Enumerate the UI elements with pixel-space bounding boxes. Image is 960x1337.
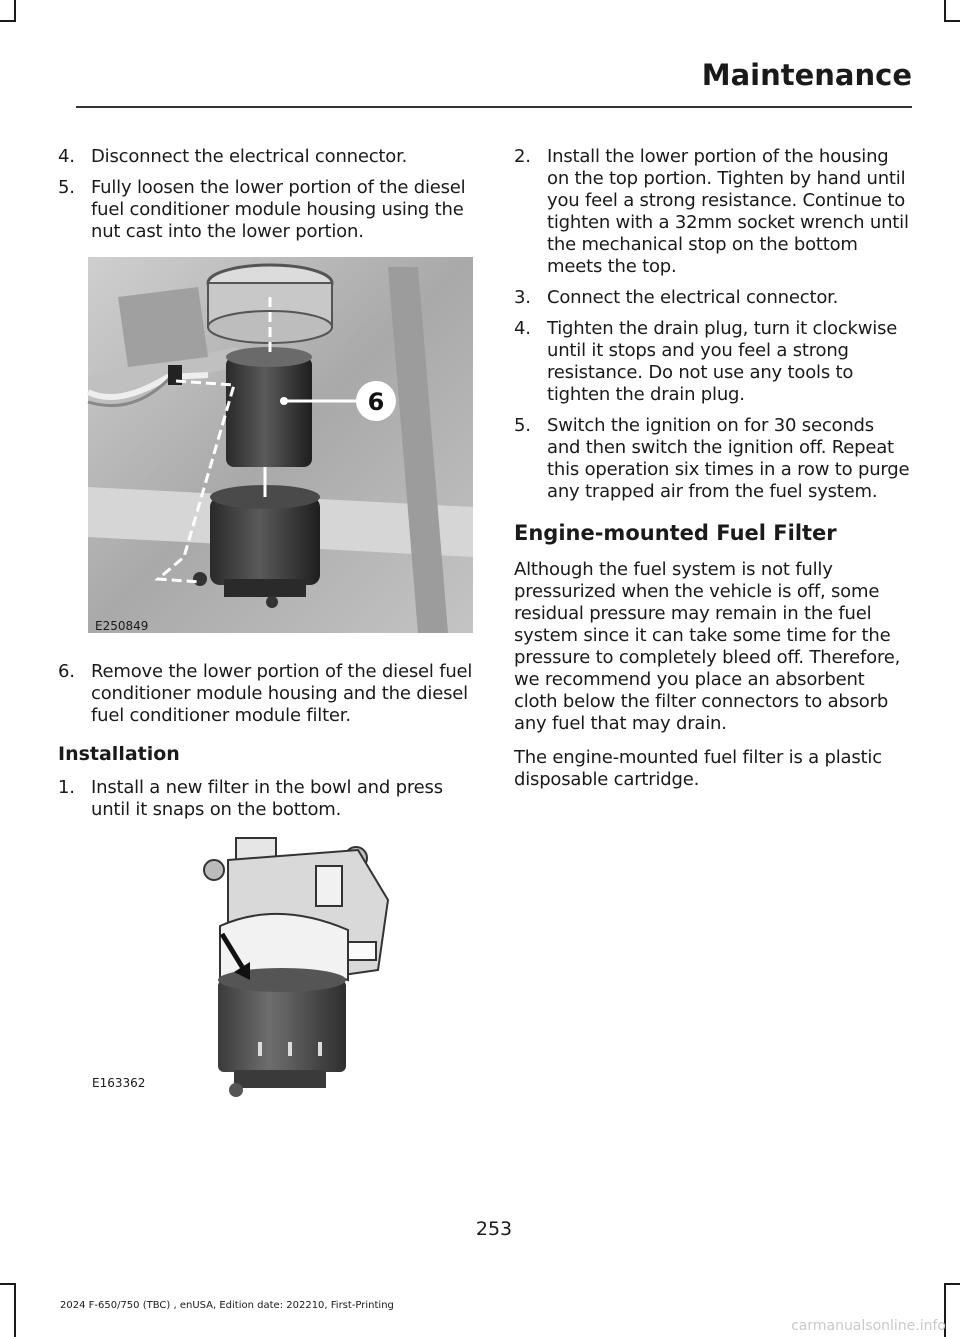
list-item [58, 661, 478, 727]
list-item [514, 415, 912, 503]
step-number: 5. [58, 177, 75, 198]
step-number: 5. [514, 415, 531, 436]
crop-mark [944, 0, 946, 22]
crop-mark [14, 0, 16, 22]
list-item [58, 177, 478, 243]
step-number: 6. [58, 661, 75, 682]
figure-code: E250849 [95, 619, 149, 633]
callout-label: 6 [367, 388, 385, 416]
section-heading-engine-mounted-fuel-filter: Engine-mounted Fuel Filter [514, 521, 837, 545]
page-number: 253 [475, 1218, 513, 1240]
step-number: 4. [58, 146, 75, 167]
step-text: Switch the ignition on for 30 seconds and then switch the ignition off. Repeat this operation six times in a row to purge any trapped air from the fuel system. [547, 415, 910, 502]
crop-mark [944, 20, 960, 22]
crop-mark [944, 1283, 960, 1285]
step-text: Fully loosen the lower portion of the diesel fuel conditioner module housing using the nut cast into the lower portion. [91, 177, 466, 242]
list-item [58, 777, 478, 821]
figure-filter-housing-removal [58, 257, 478, 657]
step-text: Tighten the drain plug, turn it clockwise until it stops and you feel a strong resistance. Do not use any tools to tighten the drain plug. [547, 318, 898, 405]
step-text: Install the lower portion of the housing on the top portion. Tighten by hand until you feel a strong resistance. Continue to tighten with a 32mm socket wrench until the mechanical stop on the bottom meets the top. [547, 146, 909, 277]
step-number: 3. [514, 287, 531, 308]
footer-edition-info: 2024 F-650/750 (TBC) , enUSA, Edition date: 202210, First-Printing [60, 1300, 394, 1311]
crop-mark [0, 1283, 16, 1285]
header-divider [76, 106, 912, 108]
list-item [514, 318, 912, 406]
list-item [514, 287, 912, 309]
step-number: 1. [58, 777, 75, 798]
crop-mark [0, 20, 16, 22]
figure-filter-installation [58, 830, 478, 1100]
step-number: 4. [514, 318, 531, 339]
step-number: 2. [514, 146, 531, 167]
step-text: Connect the electrical connector. [547, 287, 839, 308]
list-item [58, 146, 478, 168]
paragraph: Although the fuel system is not fully pressurized when the vehicle is off, some residual pressure may remain in the fuel system since it can take some time for the pressure to completely bleed off. Therefore, we recommend you place an absorbent cloth below the filter connectors to absorb any fuel that may drain. [514, 559, 901, 734]
filter-housing-illustration [58, 257, 478, 633]
section-heading-installation: Installation [58, 743, 180, 765]
crop-mark [14, 1283, 16, 1337]
step-text: Install a new filter in the bowl and press until it snaps on the bottom. [91, 777, 443, 820]
left-column [58, 146, 478, 1100]
filter-bowl-illustration [58, 830, 478, 1100]
figure-code: E163362 [92, 1076, 146, 1090]
paragraph: The engine-mounted fuel filter is a plastic disposable cartridge. [514, 747, 882, 790]
list-item [514, 146, 912, 278]
page-title: Maintenance [701, 58, 912, 92]
step-text: Remove the lower portion of the diesel fuel conditioner module housing and the diesel fuel conditioner module filter. [91, 661, 473, 726]
watermark: carmanualsonline.info [791, 1318, 946, 1334]
step-text: Disconnect the electrical connector. [91, 146, 408, 167]
right-column [514, 146, 912, 803]
